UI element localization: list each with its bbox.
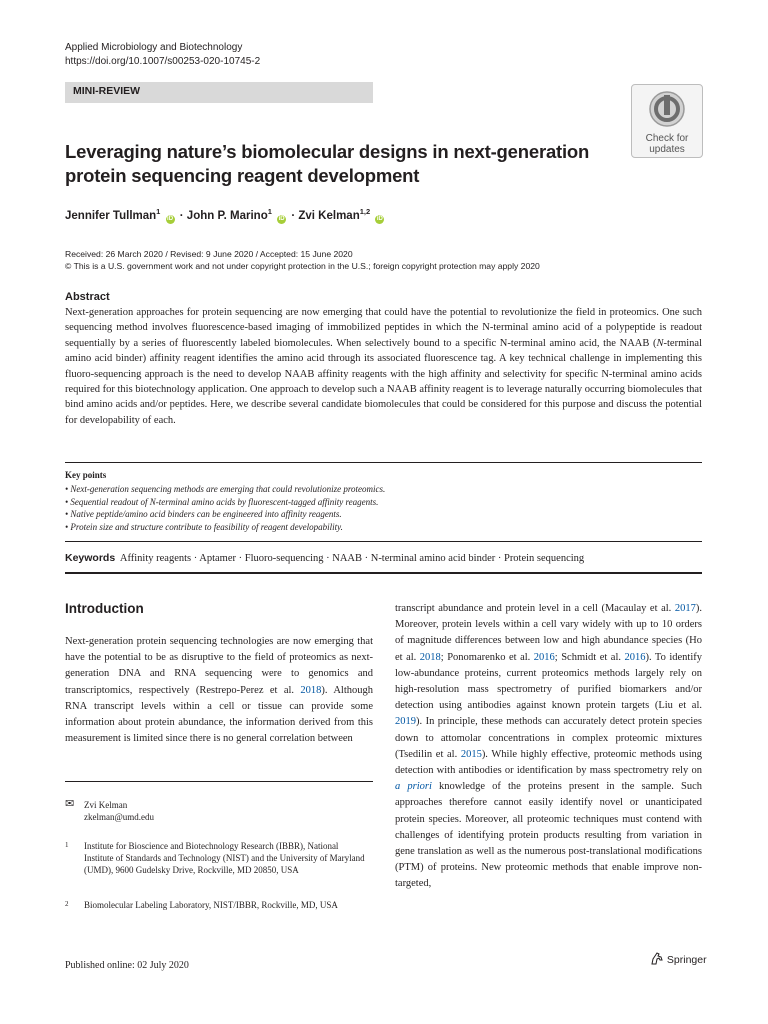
abstract-part-1: Next-generation approaches for protein sequencing are now emerging that could have the potential to revolutionize the field in proteomics. One such sequencing method involves fluorescence-based imaging of immobilized peptides in which the N-terminal amino acid of a polypeptide is readout sequentially by a series of fluorescently labeled biomolecules. When selectively bound to a specific N-terminal amino acid, the NAAB ( <box>65 307 702 349</box>
doi-link[interactable]: https://doi.org/10.1007/s00253-020-10745-2 <box>65 56 261 67</box>
author-separator: · <box>179 209 184 222</box>
author-name[interactable]: Jennifer Tullman <box>65 209 157 222</box>
citation-link[interactable]: 2017 <box>674 603 696 614</box>
corresponding-author <box>65 799 365 825</box>
publisher-name: Springer <box>666 954 707 966</box>
article-title: Leveraging nature’s biomolecular designs in next-generation protein sequencing reagent development <box>65 141 590 186</box>
keywords <box>65 552 584 564</box>
abstract-text <box>65 305 702 428</box>
body-text: ). While highly effective, proteomic methods using detection with antibodies or identification by mass spectrometry rely on <box>395 748 702 777</box>
corresponding-email[interactable]: zkelman@umd.edu <box>84 812 155 822</box>
body-text: ). Moreover, protein levels within a cell vary widely with up to 10 orders of magnitude differences between low and high abundance species (Ho et al. <box>395 603 702 663</box>
citation-link[interactable]: 2016 <box>624 651 646 663</box>
key-point-item: • Sequential readout of N-terminal amino acids by fluorescent-tagged affinity reagents. <box>65 496 379 507</box>
body-text-left-column <box>65 634 373 747</box>
author-affiliation-sup: 1,2 <box>359 207 371 216</box>
body-text: ). In principle, these methods can accurately detect protein species down to attomolar concentrations in complex proteomic mixtures (Tsedilin et al. <box>395 716 702 760</box>
footnote-divider <box>65 781 373 782</box>
section-label: MINI-REVIEW <box>73 85 141 97</box>
affiliation-text: Biomolecular Labeling Laboratory, NIST/IBBR, Rockville, MD, USA <box>84 900 338 910</box>
check-for-updates-button[interactable] <box>631 84 703 158</box>
divider <box>65 462 702 463</box>
keywords-label: Keywords <box>65 552 116 564</box>
copyright-line <box>65 260 540 272</box>
author-list <box>65 207 386 224</box>
orcid-icon[interactable]: iD <box>376 215 383 222</box>
emphasis-link: a priori <box>395 781 432 793</box>
abstract-part-2: -terminal amino acid binder) affinity reagent identifies the amino acid through its associated fluorescence tag. A key technical challenge in implementing this fluoro-sequencing approach is the need to develop NAAB affinity reagents with the high affinity and selectivity for specific N-terminal amino acids required for this biotechnology application. One approach to develop such a NAAB affinity reagent is to leverage naturally occurring biomolecules that bind amino acids and/or peptides. Here, we describe several candidate biomolecules that could be considered for this purpose and discuss the potential for developability of each. <box>65 337 702 426</box>
check-updates-label-1: Check for <box>645 133 689 144</box>
published-date: Published online: 02 July 2020 <box>65 960 189 971</box>
body-text: knowledge of the proteins present in the sample. Such approaches therefore cannot easily identify novel or unanticipated protein species. Moreover, all proteomic techniques must contend with challenges of identifying protein products resulting from variation in gene translation as well as the numerous post-translational modifications (PTM) of proteins. New proteomic methods that enable improve non-targeted, <box>395 781 703 890</box>
body-text: ). To identify low-abundance proteins, current proteomics methods largely rely on high-resolution mass spectrometry of purified biomarkers and/or detection using antibodies against known protein targets (Liu et al. <box>395 651 702 712</box>
author-separator: · <box>291 209 296 222</box>
author-name[interactable]: Zvi Kelman <box>298 209 360 222</box>
key-point-item: • Native peptide/amino acid binders can be engineered into affinity reagents. <box>65 509 342 520</box>
submission-dates: Received: 26 March 2020 / Revised: 9 June 2020 / Accepted: 15 June 2020 <box>65 249 353 259</box>
affiliation-number: 2 <box>65 900 69 908</box>
body-text: ). Although RNA transcript levels within a cell or tissue can provide some information about protein abundance, the information derived from this measurement is limited since there is no general correlation between <box>65 684 373 745</box>
section-heading-introduction: Introduction <box>65 601 144 616</box>
key-points-list <box>65 483 385 533</box>
citation-link[interactable]: 2018 <box>419 651 441 663</box>
body-text: transcript abundance and protein level in a cell (Macaulay et al. <box>395 603 675 614</box>
journal-name: Applied Microbiology and Biotechnology <box>65 42 243 53</box>
author-affiliation-sup: 1 <box>267 207 272 216</box>
key-point-item: • Next-generation sequencing methods are emerging that could revolutionize proteomics. <box>65 484 386 494</box>
abstract-heading: Abstract <box>65 291 110 303</box>
body-text-right-column <box>395 601 702 893</box>
section-banner <box>65 82 373 103</box>
copyright-text: This is a U.S. government work and not under copyright protection in the U.S.; foreign copyright protection may apply 2020 <box>73 261 540 271</box>
author-name[interactable]: John P. Marino <box>186 209 268 222</box>
divider <box>65 541 702 542</box>
corresponding-name: Zvi Kelman <box>84 800 128 810</box>
body-text: Next-generation protein sequencing technologies are now emerging that have the potential to be as disruptive to the field of proteomics as next-generation DNA and RNA sequencing were to genomics and transcriptomics, respectively (Restrepo-Perez et al. <box>65 636 373 696</box>
citation-link[interactable]: 2016 <box>533 651 555 663</box>
springer-horse-icon <box>650 952 664 965</box>
orcid-icon[interactable]: iD <box>278 215 285 222</box>
copyright-icon: © <box>65 261 72 271</box>
journal-header <box>65 41 260 69</box>
citation-link[interactable]: 2018 <box>300 684 322 696</box>
divider <box>65 572 702 574</box>
check-updates-icon <box>648 90 686 128</box>
citation-link[interactable]: 2019 <box>395 716 416 728</box>
author-affiliation-sup: 1 <box>156 207 161 216</box>
body-text: ; Schmidt et al. <box>554 651 625 663</box>
citation-link[interactable]: 2015 <box>460 748 482 760</box>
affiliation-2 <box>65 899 373 925</box>
check-updates-label-2: updates <box>649 144 685 155</box>
abstract-emphasis: N <box>656 337 664 349</box>
key-points-heading: Key points <box>65 470 107 480</box>
affiliation-1 <box>65 840 373 890</box>
publisher-logo <box>650 952 707 966</box>
keywords-list: Affinity reagents · Aptamer · Fluoro-sequencing · NAAB · N-terminal amino acid binder · Protein sequencing <box>119 553 585 564</box>
affiliation-text: Institute for Bioscience and Biotechnology Research (IBBR), National Institute of Standards and Technology (NIST) and the University of Maryland (UMD), 9600 Gudelsky Drive, Rockville, MD 20850, USA <box>84 841 365 875</box>
mail-icon: ✉ <box>65 798 75 810</box>
orcid-icon[interactable]: iD <box>167 215 174 222</box>
article-history <box>65 248 540 272</box>
affiliation-number: 1 <box>65 841 69 849</box>
key-point-item: • Protein size and structure contribute to feasibility of reagent developability. <box>65 521 343 532</box>
body-text: ; Ponomarenko et al. <box>440 651 534 663</box>
